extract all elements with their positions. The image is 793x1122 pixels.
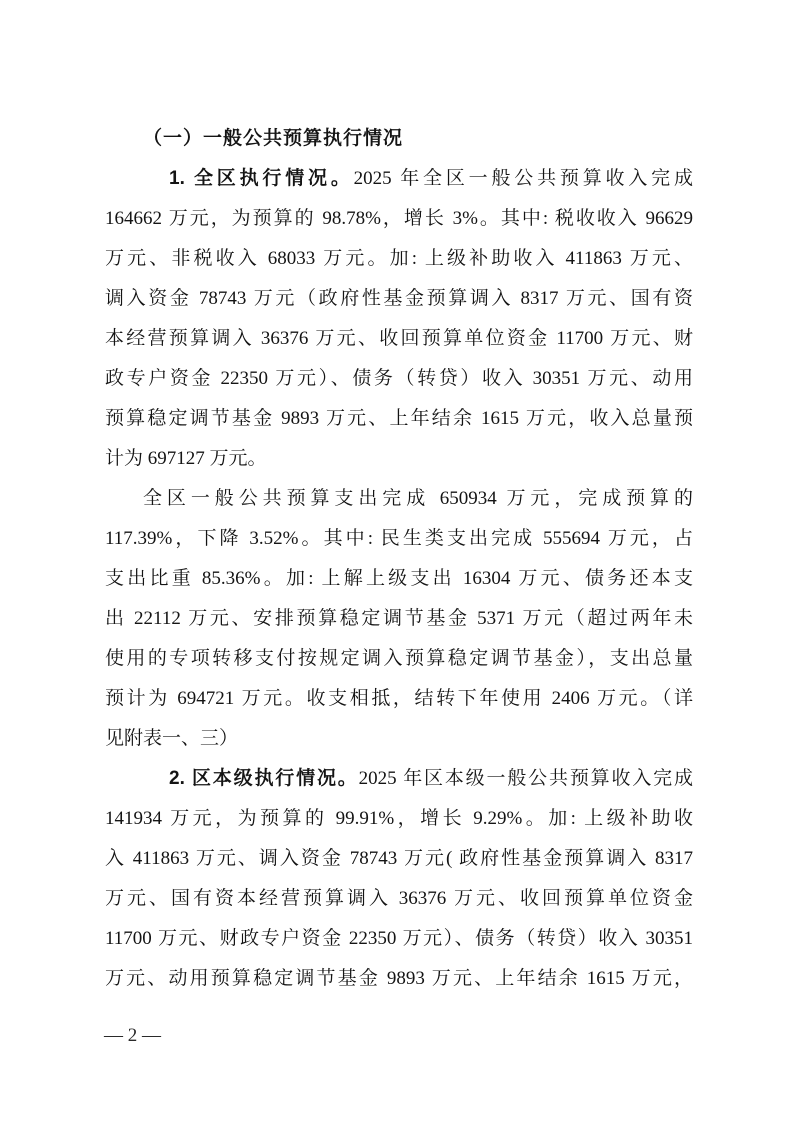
text-run: 2025 年区本级一般公共预算收入完成 [358, 768, 693, 789]
text-line: 预算稳定调节基金 9893 万元、上年结余 1615 万元，收入总量预 [105, 408, 693, 429]
text-run: 2025 年全区一般公共预算收入完成 [353, 168, 693, 189]
text-line: 预计为 694721 万元。收支相抵，结转下年使用 2406 万元。（详 [105, 688, 693, 709]
paragraph-3-bold-lead: 2. 区本级执行情况。 [169, 768, 359, 789]
text-line: 出 22112 万元、安排预算稳定调节基金 5371 万元（超过两年未 [105, 608, 693, 629]
text-line [105, 159, 693, 199]
text-line: 计为 697127 万元。 [105, 448, 267, 469]
text-line: 万元、动用预算稳定调节基金 9893 万元、上年结余 1615 万元， [105, 968, 693, 989]
text-line: 政专户资金 22350 万元）、债务（转贷）收入 30351 万元、动用 [105, 368, 693, 389]
text-line: 11700 万元、财政专户资金 22350 万元）、债务（转贷）收入 30351 [105, 928, 693, 949]
text-line: 万元、非税收入 68033 万元。加: 上级补助收入 411863 万元、 [105, 248, 693, 269]
text-line: 万元、国有资本经营预算调入 36376 万元、收回预算单位资金 [105, 888, 693, 909]
text-line [105, 759, 693, 799]
page-number: — 2 — [104, 1025, 161, 1046]
text-line: 164662 万元，为预算的 98.78%，增长 3%。其中: 税收收入 96629 [105, 208, 693, 229]
document-body [105, 119, 693, 999]
text-line: 141934 万元，为预算的 99.91%，增长 9.29%。加: 上级补助收 [105, 808, 693, 829]
text-line: 全区一般公共预算支出完成 650934 万元，完成预算的 [143, 488, 693, 509]
text-line: 117.39%，下降 3.52%。其中: 民生类支出完成 555694 万元，占 [105, 528, 693, 549]
text-line: 调入资金 78743 万元（政府性基金预算调入 8317 万元、国有资 [105, 288, 693, 309]
text-line: 入 411863 万元、调入资金 78743 万元( 政府性基金预算调入 8317 [105, 848, 693, 869]
text-line: 见附表一、三） [105, 728, 239, 749]
text-line: 本经营预算调入 36376 万元、收回预算单位资金 11700 万元、财 [105, 328, 693, 349]
paragraph-1-bold-lead: 1. 全区执行情况。 [169, 168, 354, 189]
section-heading: （一）一般公共预算执行情况 [143, 128, 404, 149]
text-line: 使用的专项转移支付按规定调入预算稳定调节基金），支出总量 [105, 648, 693, 669]
text-line: 支出比重 85.36%。加: 上解上级支出 16304 万元、债务还本支 [105, 568, 693, 589]
